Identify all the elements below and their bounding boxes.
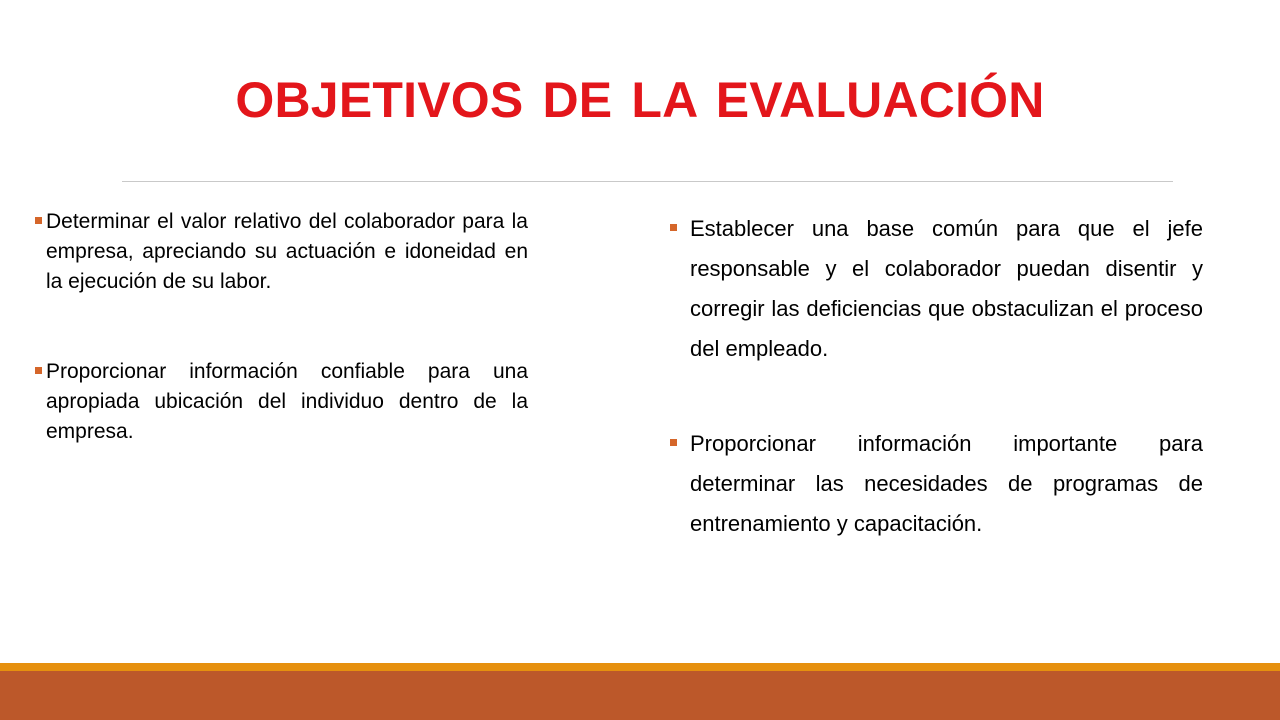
square-bullet-icon [670,224,677,231]
bullet-text: Proporcionar información importante para determinar las necesidades de programas de entrenamiento y capacitación. [690,431,1203,536]
square-bullet-icon [670,439,677,446]
footer-bar [0,671,1280,720]
slide-title: OBJETIVOS DE LA EVALUACIÓN [235,72,1045,128]
title-divider [122,181,1173,182]
square-bullet-icon [35,367,42,374]
bullet-item [666,424,1203,544]
bullet-text: Proporcionar información confiable para una apropiada ubicación del individuo dentro de la empresa. [46,360,528,443]
bullet-text: Determinar el valor relativo del colaborador para la empresa, apreciando su actuación e idoneidad en la ejecución de su labor. [46,210,528,293]
left-bullet-list [34,207,528,447]
bullet-item [666,209,1203,369]
right-bullet-list [666,209,1203,544]
footer-accent-stripe [0,663,1280,671]
bullet-item [34,207,528,297]
bullet-item [34,357,528,447]
square-bullet-icon [35,217,42,224]
bullet-text: Establecer una base común para que el jefe responsable y el colaborador puedan disentir y corregir las deficiencias que obstaculizan el proceso del empleado. [690,216,1203,361]
